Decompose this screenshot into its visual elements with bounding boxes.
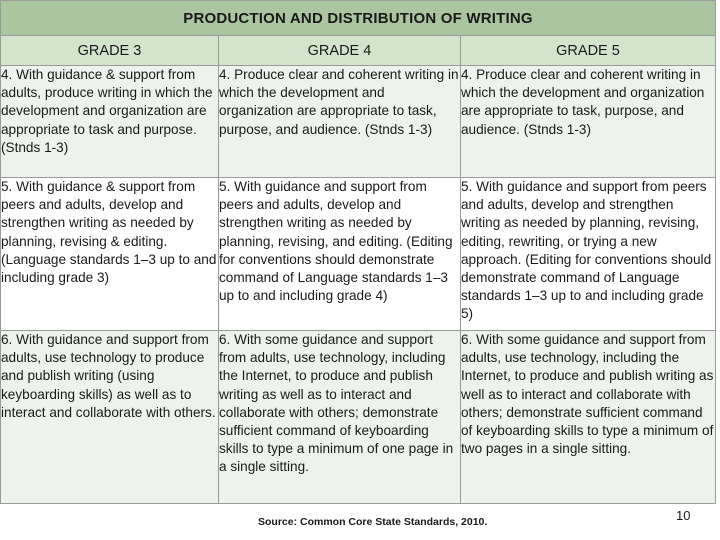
table-cell: 4. Produce clear and coherent writing in which the development and organization are appropriate to task, purpose, and audience. (Stnds 1-3)	[461, 66, 716, 178]
header-grade-3: GRADE 3	[1, 36, 219, 66]
header-grade-5: GRADE 5	[461, 36, 716, 66]
table-cell: 6. With guidance and support from adults, use technology to produce and publish writing (using keyboarding skills) as well as to interact and collaborate with others.	[1, 331, 219, 504]
table-row	[1, 178, 716, 331]
header-grade-4: GRADE 4	[219, 36, 461, 66]
table-row	[1, 331, 716, 504]
table-title: PRODUCTION AND DISTRIBUTION OF WRITING	[1, 1, 716, 36]
page-number: 10	[676, 508, 691, 523]
source-citation: Source: Common Core State Standards, 2010.	[258, 516, 488, 528]
table-row	[1, 66, 716, 178]
table-cell: 6. With some guidance and support from adults, use technology, including the Internet, to produce and publish writing as well as to interact and collaborate with others; demonstrate sufficient command of keyboarding skills to type a minimum of one page in a single sitting.	[219, 331, 461, 504]
footer	[0, 506, 715, 540]
header-row	[1, 36, 716, 66]
table-cell: 5. With guidance & support from peers and adults, develop and strengthen writing as needed by planning, revising & editing. (Language standards 1–3 up to and including grade 3)	[1, 178, 219, 331]
table-cell: 5. With guidance and support from peers and adults, develop and strengthen writing as needed by planning, revising, and editing. (Editing for conventions should demonstrate command of Language standards 1–3 up to and including grade 4)	[219, 178, 461, 331]
table-cell: 6. With some guidance and support from adults, use technology, including the Internet, to produce and publish writing as well as to interact and collaborate with others; demonstrate sufficient command of keyboarding skills to type a minimum of two pages in a single sitting.	[461, 331, 716, 504]
title-row	[1, 1, 716, 36]
table-cell: 4. Produce clear and coherent writing in which the development and organization are appropriate to task, purpose, and audience. (Stnds 1-3)	[219, 66, 461, 178]
table-cell: 5. With guidance and support from peers and adults, develop and strengthen writing as needed by planning, revising, editing, rewriting, or trying a new approach. (Editing for conventions should demonstrate command of Language standards 1–3 up to and including grade 5)	[461, 178, 716, 331]
table-cell: 4. With guidance & support from adults, produce writing in which the development and organization are appropriate to task and purpose. (Stnds 1-3)	[1, 66, 219, 178]
